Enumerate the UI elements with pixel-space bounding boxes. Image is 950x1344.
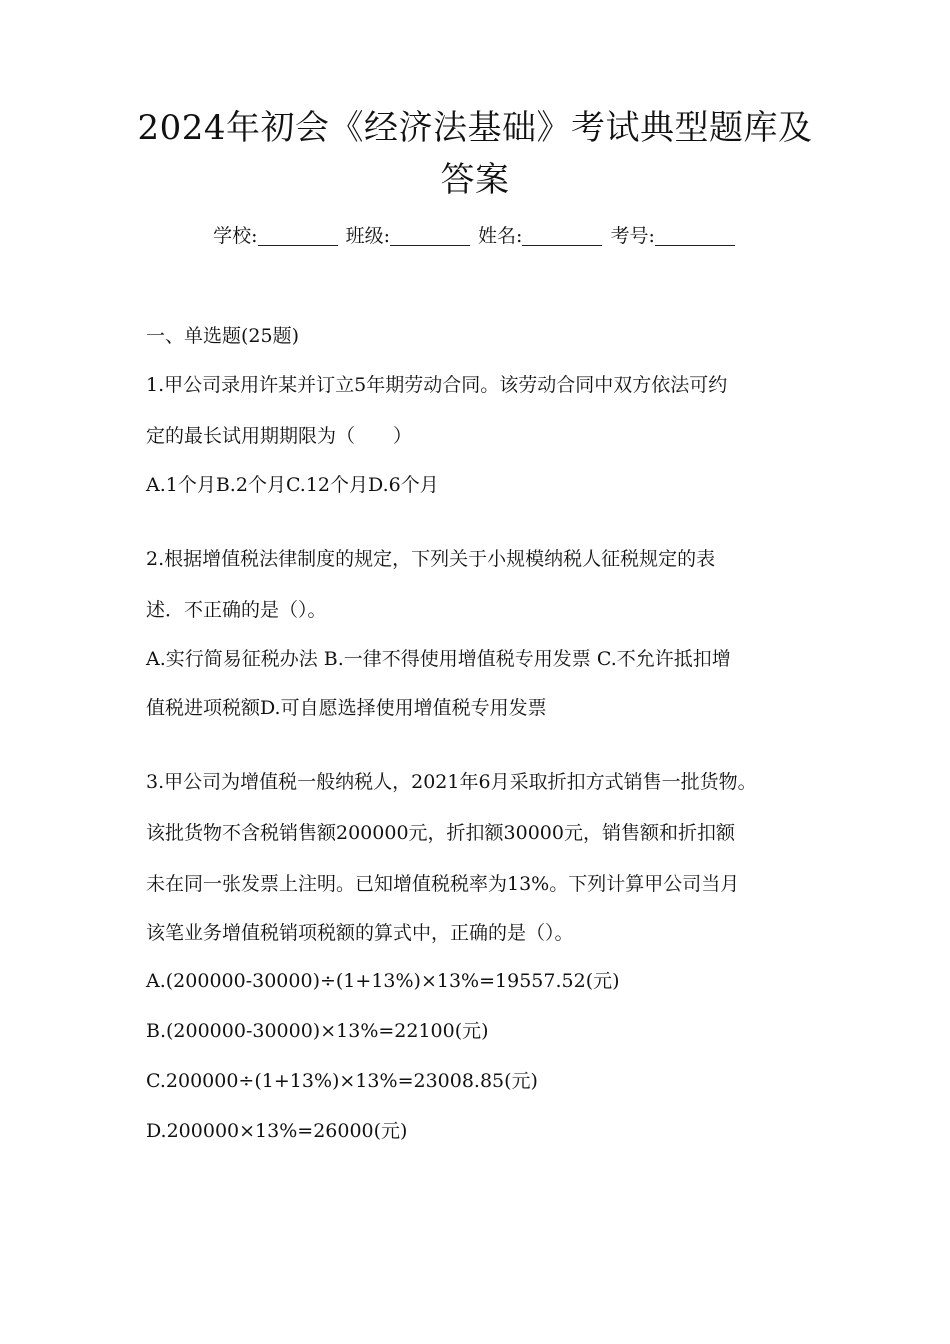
exam-number-blank (655, 223, 735, 246)
question-3-option-b: B.(200000-30000)×13%=22100(元) (146, 1020, 489, 1042)
question-3-line-2: 该批货物不含税销售额200000元，折扣额30000元，销售额和折扣额 (146, 822, 735, 844)
question-1-options: A.1个月B.2个月C.12个月D.6个月 (146, 474, 439, 496)
question-3-option-c: C.200000÷(1+13%)×13%=23008.85(元) (146, 1070, 538, 1092)
question-1-line-1: 1.甲公司录用许某并订立5年期劳动合同。该劳动合同中双方依法可约 (146, 374, 728, 396)
section-heading: 一、单选题(25题) (146, 325, 300, 347)
question-3-option-d: D.200000×13%=26000(元) (146, 1120, 408, 1142)
class-label: 班级: (345, 225, 390, 247)
class-blank (390, 223, 470, 246)
exam-number-label: 考号: (610, 225, 655, 247)
question-2-options-line-2: 值税进项税额D.可自愿选择使用增值税专用发票 (146, 697, 547, 719)
question-2-options-line-1: A.实行简易征税办法 B.一律不得使用增值税专用发票 C.不允许抵扣增 (146, 648, 731, 670)
question-3-option-a: A.(200000-30000)÷(1+13%)×13%=19557.52(元) (146, 970, 620, 992)
student-info-row (0, 220, 950, 252)
school-label: 学校: (213, 225, 258, 247)
name-label: 姓名: (478, 225, 523, 247)
question-3-line-1: 3.甲公司为增值税一般纳税人，2021年6月采取折扣方式销售一批货物。 (146, 771, 757, 793)
question-2-line-1: 2.根据增值税法律制度的规定，下列关于小规模纳税人征税规定的表 (146, 548, 716, 570)
question-2-line-2: 述．不正确的是（）。 (146, 599, 327, 621)
school-blank (258, 223, 338, 246)
document-title-line-2: 答案 (440, 160, 510, 200)
question-1-line-2: 定的最长试用期期限为（ ） (146, 425, 413, 447)
question-3-line-3: 未在同一张发票上注明。已知增值税税率为13%。下列计算甲公司当月 (146, 873, 740, 895)
question-3-line-4: 该笔业务增值税销项税额的算式中，正确的是（）。 (146, 922, 574, 944)
name-blank (522, 223, 602, 246)
document-title-line-1: 2024年初会《经济法基础》考试典型题库及 (137, 108, 813, 148)
